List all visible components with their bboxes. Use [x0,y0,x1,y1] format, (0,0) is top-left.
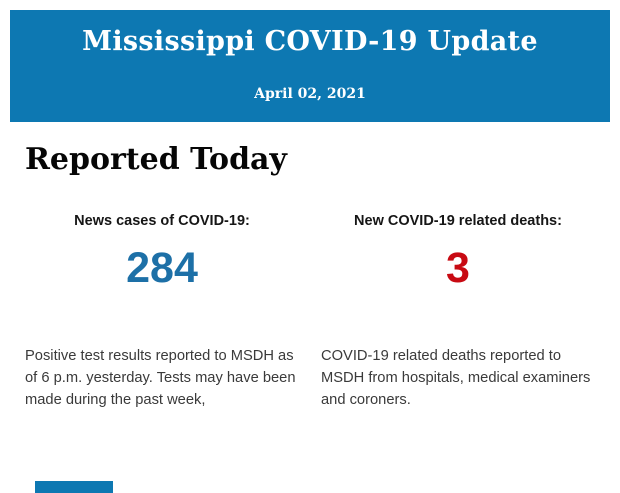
stat-new-cases [25,213,299,411]
newsletter-date: April 02, 2021 [254,86,366,103]
newsletter-page [0,10,620,493]
section-title-reported-today: Reported Today [25,142,287,177]
newsletter-title: Mississippi COVID-19 Update [82,26,538,57]
new-deaths-description: COVID-19 related deaths reported to MSDH from hospitals, medical examiners and coroners. [321,348,591,408]
new-cases-label: News cases of COVID-19: [74,213,250,229]
newsletter-header [10,10,610,122]
new-deaths-label: New COVID-19 related deaths: [354,213,562,229]
new-deaths-value: 3 [446,244,470,293]
new-cases-description: Positive test results reported to MSDH as of 6 p.m. yesterday. Tests may have been made during the past week, [25,348,296,408]
stat-new-deaths [321,213,595,411]
new-cases-value: 284 [126,244,198,293]
stats-grid [25,213,595,411]
newsletter-body [0,142,620,411]
